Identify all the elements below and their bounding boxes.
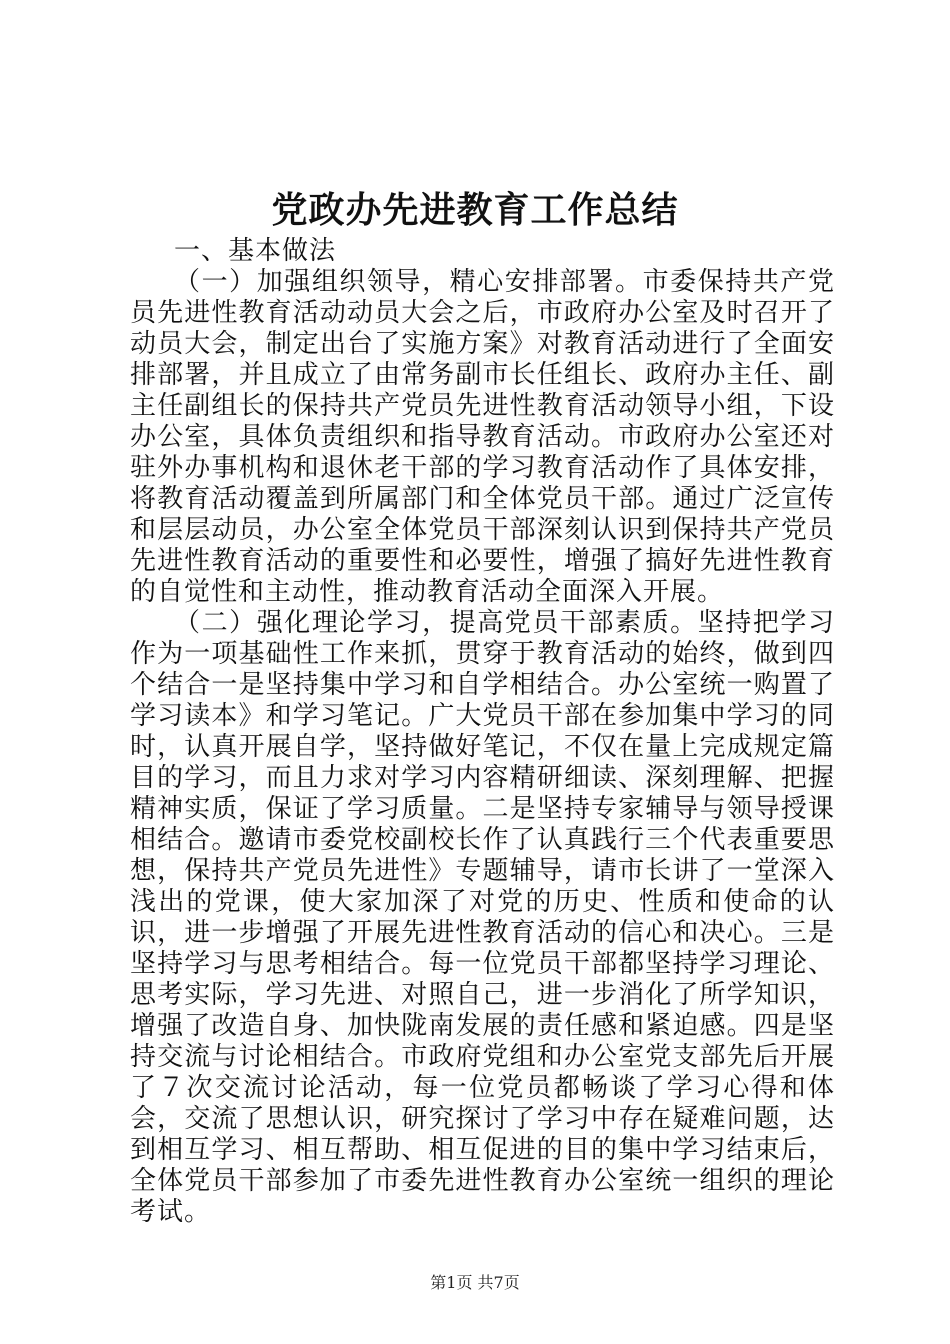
document-body <box>130 236 835 1228</box>
section-heading: 一、基本做法 <box>174 236 337 266</box>
paragraph-2: （二）强化理论学习，提高党员干部素质。坚持把学习作为一项基础性工作来抓，贯穿于教育活动的始终，做到四个结合一是坚持集中学习和自学相结合。办公室统一购置了学习读本》和学习笔记。广大党员干部在参加集中学习的同时，认真开展自学，坚持做好笔记，不仅在量上完成规定篇目的学习，而且力求对学习内容精研细读、深刻理解、把握精神实质，保证了学习质量。二是坚持专家辅导与领导授课相结合。邀请市委党校副校长作了认真践行三个代表重要思想，保持共产党员先进性》专题辅导，请市长讲了一堂深入浅出的党课，使大家加深了对党的历史、性质和使命的认识，进一步增强了开展先进性教育活动的信心和决心。三是坚持学习与思考相结合。每一位党员干部都坚持学习理论、思考实际，学习先进、对照自己，进一步消化了所学知识，增强了改造自身、加快陇南发展的责任感和紧迫感。四是坚持交流与讨论相结合。市政府党组和办公室党支部先后开展了７次交流讨论活动，每一位党员都畅谈了学习心得和体会，交流了思想认识，研究探讨了学习中存在疑难问题，达到相互学习、相互帮助、相互促进的目的集中学习结束后，全体党员干部参加了市委先进性教育办公室统一组织的理论考试。 <box>130 608 835 1227</box>
page-footer: 第1页 共7页 <box>430 1273 520 1292</box>
document-title: 党政办先进教育工作总结 <box>271 189 679 231</box>
paragraph-1: （一）加强组织领导，精心安排部署。市委保持共产党员先进性教育活动动员大会之后，市政府办公室及时召开了动员大会，制定出台了实施方案》对教育活动进行了全面安排部署，并且成立了由常务副市长任组长、政府办主任、副主任副组长的保持共产党员先进性教育活动领导小组，下设办公室，具体负责组织和指导教育活动。市政府办公室还对驻外办事机构和退休老干部的学习教育活动作了具体安排，将教育活动覆盖到所属部门和全体党员干部。通过广泛宣传和层层动员，办公室全体党员干部深刻认识到保持共产党员先进性教育活动的重要性和必要性，增强了搞好先进性教育的自觉性和主动性，推动教育活动全面深入开展。 <box>130 267 835 607</box>
